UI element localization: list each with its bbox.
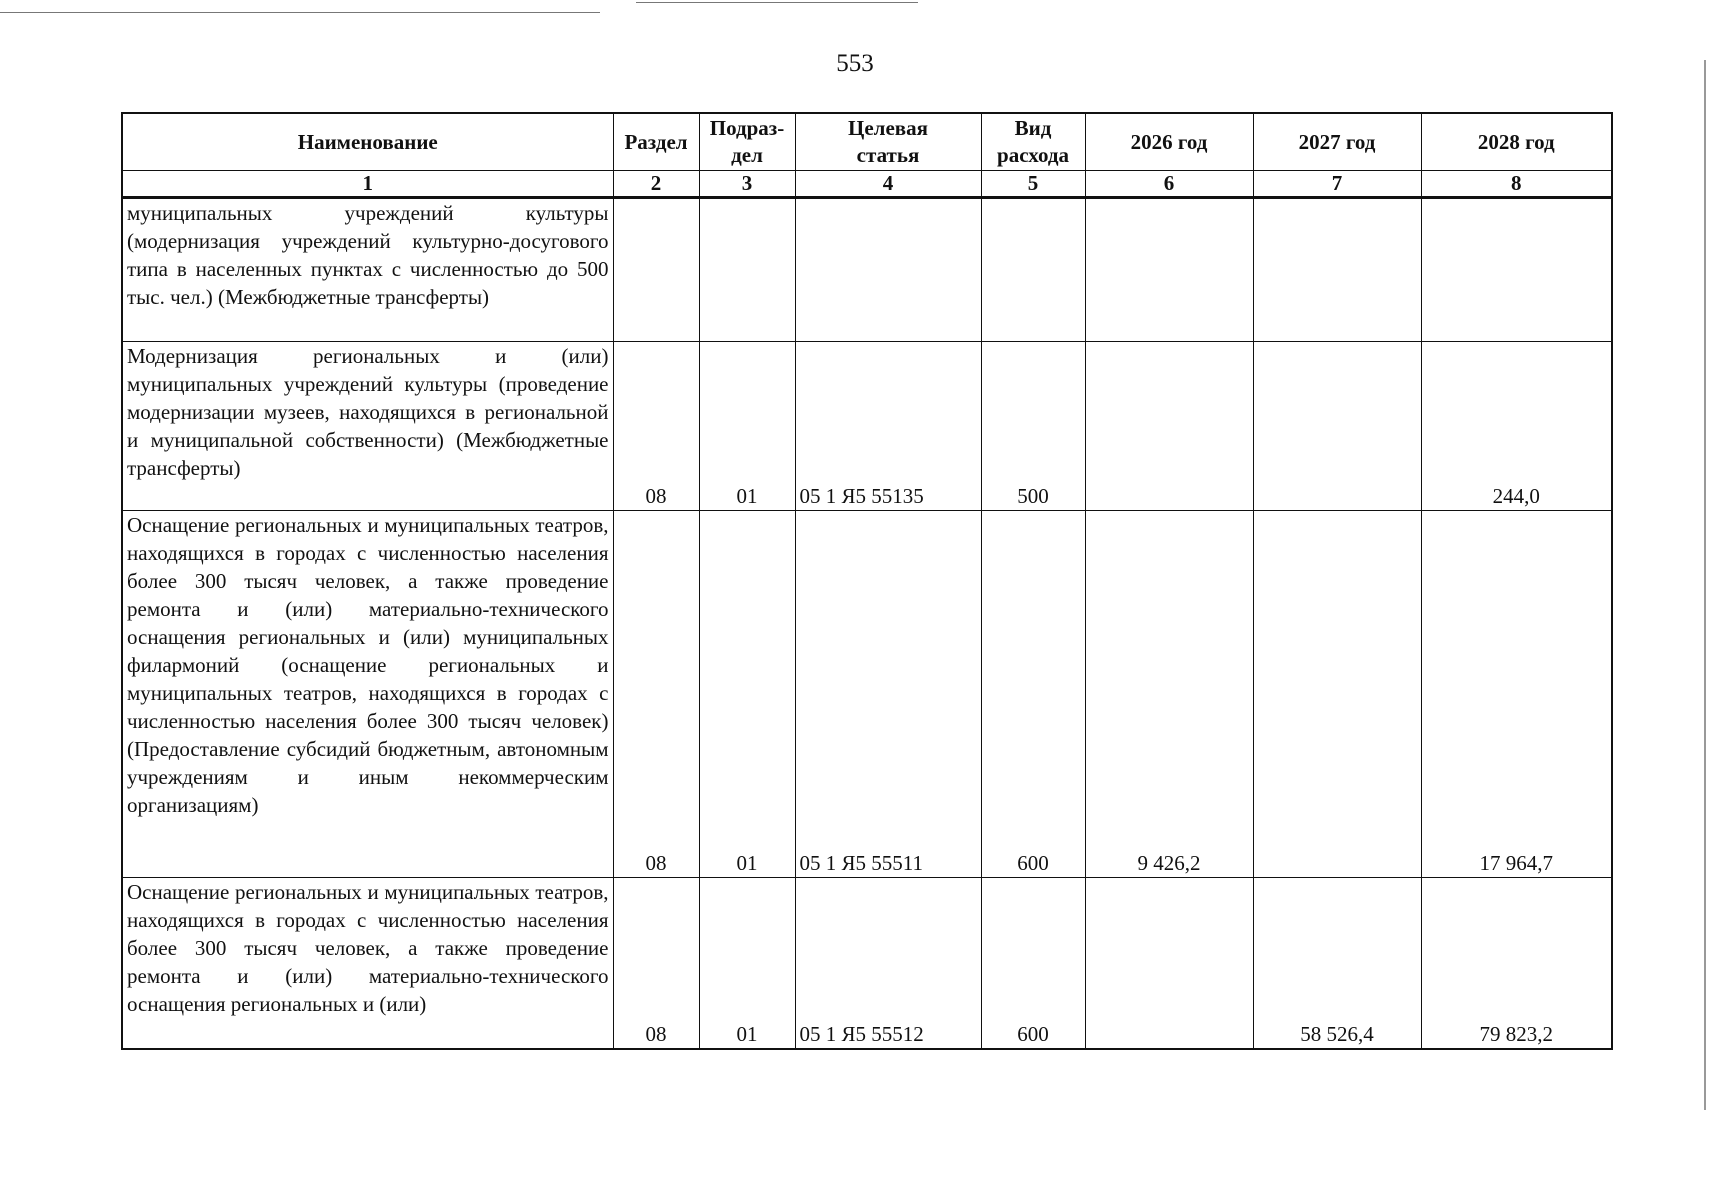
row-2027: [1253, 198, 1421, 342]
row-celevaya: [795, 198, 981, 342]
row-2028: [1421, 198, 1612, 342]
row-celevaya: 05 1 Я5 55512: [795, 878, 981, 1050]
header-2028: 2028 год: [1421, 113, 1612, 171]
row-razdel: 08: [613, 511, 699, 878]
row-name: Модернизация региональных и (или) муниципальных учреждений культуры (проведение модернизации музеев, находящихся в региональной и муниципальной собственности) (Межбюджетные трансферты): [122, 342, 613, 511]
row-podrazdel: 01: [699, 342, 795, 511]
row-2028: 17 964,7: [1421, 511, 1612, 878]
header-vid-line2: расхода: [997, 143, 1069, 167]
row-razdel: [613, 198, 699, 342]
row-2028: 244,0: [1421, 342, 1612, 511]
budget-table: [121, 112, 1613, 1050]
table-row: [122, 342, 1612, 511]
column-number: 1: [122, 171, 613, 198]
header-2027: 2027 год: [1253, 113, 1421, 171]
scan-edge-top-right: [636, 2, 918, 3]
row-vid: 500: [981, 342, 1085, 511]
row-podrazdel: 01: [699, 511, 795, 878]
header-2026: 2026 год: [1085, 113, 1253, 171]
column-number: 5: [981, 171, 1085, 198]
scan-edge-right: [1704, 60, 1706, 1110]
table-row: [122, 198, 1612, 342]
row-podrazdel: [699, 198, 795, 342]
column-number: 7: [1253, 171, 1421, 198]
column-number: 2: [613, 171, 699, 198]
column-number: 6: [1085, 171, 1253, 198]
row-2026: [1085, 198, 1253, 342]
header-celevaya-line1: Целевая: [848, 116, 928, 140]
row-podrazdel: 01: [699, 878, 795, 1050]
header-name: Наименование: [122, 113, 613, 171]
header-row: [122, 113, 1612, 171]
row-2027: [1253, 342, 1421, 511]
scan-edge-top-left: [0, 12, 600, 13]
row-2026: [1085, 878, 1253, 1050]
row-2026: [1085, 342, 1253, 511]
header-razdel: Раздел: [613, 113, 699, 171]
table-row: [122, 878, 1612, 1050]
row-razdel: 08: [613, 878, 699, 1050]
header-celevaya: [795, 113, 981, 171]
row-vid: [981, 198, 1085, 342]
column-number: 3: [699, 171, 795, 198]
header-celevaya-line2: статья: [856, 143, 920, 167]
row-name: Оснащение региональных и муниципальных театров, находящихся в городах с численностью населения более 300 тысяч человек, а также проведение ремонта и (или) материально-технического оснащения региональных и (или): [122, 878, 613, 1050]
header-vid-line1: Вид: [1014, 116, 1052, 140]
row-name: муниципальных учреждений культуры (модернизация учреждений культурно-досугового типа в населенных пунктах с численностью до 500 тыс. чел.) (Межбюджетные трансферты): [122, 198, 613, 342]
page-number: 553: [836, 50, 874, 77]
row-vid: 600: [981, 878, 1085, 1050]
header-podrazdel-line1: Подраз-: [709, 116, 785, 140]
row-2026: 9 426,2: [1085, 511, 1253, 878]
header-vid: [981, 113, 1085, 171]
row-2028: 79 823,2: [1421, 878, 1612, 1050]
column-number: 4: [795, 171, 981, 198]
row-celevaya: 05 1 Я5 55511: [795, 511, 981, 878]
table-row: [122, 511, 1612, 878]
column-number: 8: [1421, 171, 1612, 198]
row-celevaya: 05 1 Я5 55135: [795, 342, 981, 511]
row-vid: 600: [981, 511, 1085, 878]
row-name: Оснащение региональных и муниципальных театров, находящихся в городах с численностью населения более 300 тысяч человек, а также проведение ремонта и (или) материально-технического оснащения региональных и (или) муниципальных филармоний (оснащение региональных и муниципальных театров, находящихся в городах с численностью населения более 300 тысяч человек) (Предоставление субсидий бюджетным, автономным учреждениям и иным некоммерческим организациям): [122, 511, 613, 878]
row-razdel: 08: [613, 342, 699, 511]
header-podrazdel-line2: дел: [731, 143, 763, 167]
row-2027: [1253, 511, 1421, 878]
row-2027: 58 526,4: [1253, 878, 1421, 1050]
column-number-row: [122, 171, 1612, 198]
header-podrazdel: [699, 113, 795, 171]
